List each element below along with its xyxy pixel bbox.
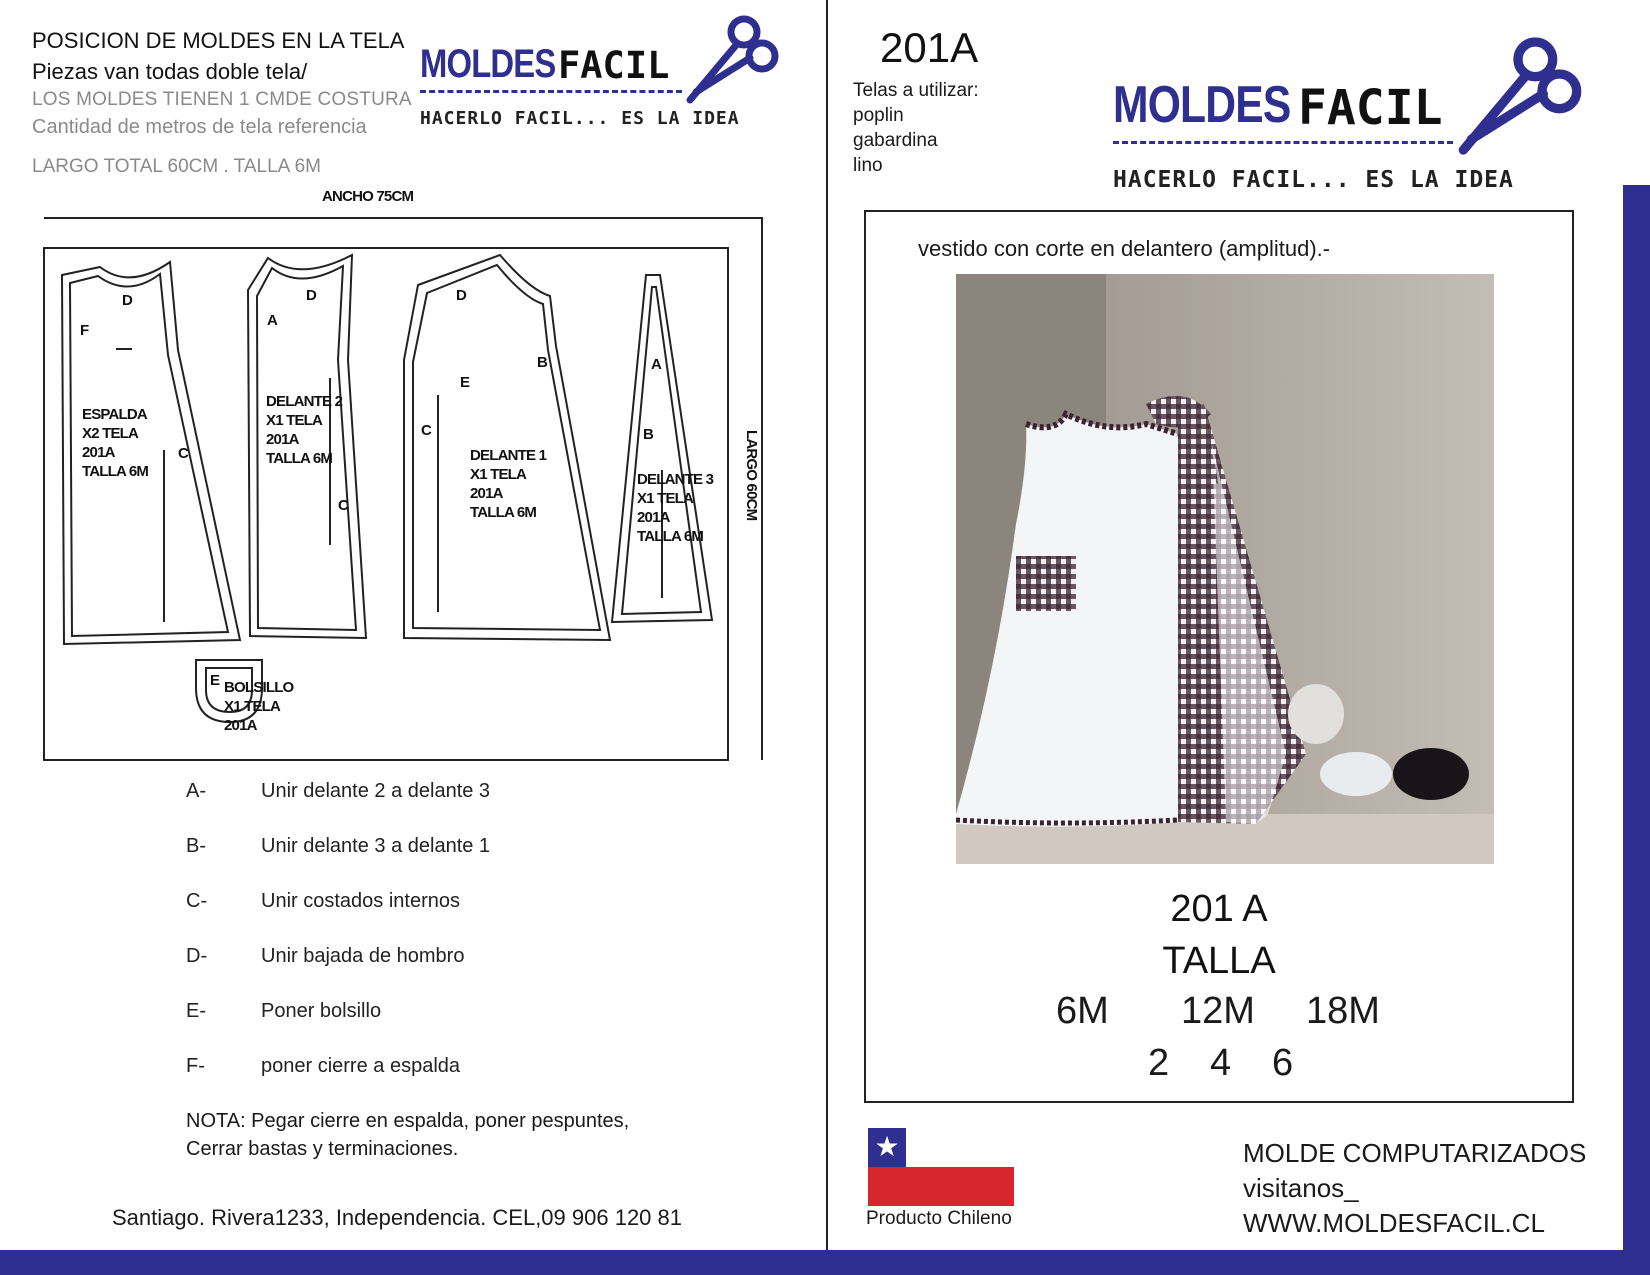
size-title: TALLA — [1162, 940, 1276, 982]
logo-brand: MOLDES — [420, 42, 556, 86]
fabrics-title: Telas a utilizar: — [853, 80, 979, 101]
label-delante2 — [266, 392, 342, 468]
step-letter: C- — [186, 890, 208, 912]
mark-a-delante2: A — [267, 312, 278, 329]
origin-label: Producto Chileno — [866, 1208, 1012, 1229]
fabric-poplin: poplin — [853, 105, 904, 126]
mark-a-delante3: A — [651, 356, 662, 373]
logo-tagline: HACERLO FACIL... ES LA IDEA — [420, 108, 740, 129]
mark-c-delante1: C — [421, 422, 432, 439]
step-text: Unir costados internos — [261, 890, 460, 912]
label-delante3 — [637, 470, 713, 546]
mark-f-espalda: F — [80, 322, 90, 339]
size-4: 4 — [1210, 1042, 1232, 1084]
espalda-qty: X2 TELA — [82, 425, 139, 442]
layout-subtitle: Piezas van todas doble tela/ — [32, 59, 308, 84]
fabric-inner-rect — [44, 248, 728, 760]
flag-red-band — [868, 1167, 1014, 1206]
logo-brand2: FACIL — [558, 44, 670, 87]
step-d — [186, 945, 686, 971]
bottom-brand-bar — [0, 1250, 1650, 1275]
delante2-code: 201A — [266, 431, 299, 448]
mark-b-delante3: B — [643, 426, 654, 443]
fabric-gabardina: gabardina — [853, 130, 938, 151]
delante1-name: DELANTE 1 — [470, 447, 547, 464]
espalda-size: TALLA 6M — [82, 463, 149, 480]
chile-flag-icon — [868, 1128, 1014, 1206]
step-a — [186, 780, 686, 806]
size-18m: 18M — [1306, 990, 1380, 1032]
delante3-qty: X1 TELA — [637, 490, 694, 507]
step-f — [186, 1055, 686, 1081]
footer-line-1: MOLDE COMPUTARIZADOS — [1243, 1138, 1587, 1168]
step-e — [186, 1000, 686, 1026]
logo-underline — [420, 90, 682, 94]
mark-e-delante1: E — [460, 374, 471, 391]
length-note: LARGO TOTAL 60CM . TALLA 6M — [32, 156, 321, 177]
seam-note: LOS MOLDES TIENEN 1 CMDE COSTURA — [32, 89, 412, 110]
mark-d-delante2: D — [306, 287, 317, 304]
address: Santiago. Rivera1233, Independencia. CEL,09 906 120 81 — [112, 1205, 682, 1230]
sizes-months — [1056, 990, 1416, 1036]
logo-underline — [1113, 141, 1453, 145]
mark-e-bolsillo: E — [210, 672, 221, 689]
size-6m: 6M — [1056, 990, 1109, 1032]
mark-c-delante2: C — [338, 497, 349, 514]
bolsillo-qty: X1 TELA — [224, 698, 281, 715]
bolsillo-code: 201A — [224, 717, 257, 734]
right-brand-bar — [1623, 185, 1650, 1275]
delante3-size: TALLA 6M — [637, 528, 704, 545]
model-code: 201 A — [1170, 888, 1268, 930]
bolsillo-name: BOLSILLO — [224, 679, 294, 696]
label-bolsillo — [224, 678, 293, 735]
step-letter: E- — [186, 1000, 206, 1022]
size-6: 6 — [1272, 1042, 1294, 1084]
mark-d-espalda: D — [122, 292, 133, 309]
logo-brand2: FACIL — [1298, 80, 1443, 136]
scissors-icon — [682, 10, 792, 115]
delante3-code: 201A — [637, 509, 670, 526]
brand-logo-right — [1113, 75, 1613, 200]
fabric-note: Cantidad de metros de tela referencia — [32, 116, 367, 138]
scissors-icon — [1451, 30, 1601, 170]
step-c — [186, 890, 686, 916]
delante3-name: DELANTE 3 — [637, 471, 714, 488]
assembly-steps — [186, 780, 686, 1080]
step-text: Poner bolsillo — [261, 1000, 382, 1022]
page-divider — [826, 0, 828, 1275]
delante2-size: TALLA 6M — [266, 450, 333, 467]
mark-d-delante1: D — [456, 287, 467, 304]
delante1-size: TALLA 6M — [470, 504, 537, 521]
label-delante1 — [470, 446, 546, 522]
pattern-code: 201A — [880, 24, 979, 71]
sizes-years — [1148, 1042, 1328, 1088]
espalda-code: 201A — [82, 444, 115, 461]
product-description: vestido con corte en delantero (amplitud).- — [918, 236, 1331, 261]
step-letter: F- — [186, 1055, 205, 1077]
step-text: poner cierre a espalda — [261, 1055, 461, 1077]
step-text: Unir bajada de hombro — [261, 945, 465, 967]
delante1-qty: X1 TELA — [470, 466, 527, 483]
nota-line-1: NOTA: Pegar cierre en espalda, poner pespuntes, — [186, 1110, 630, 1132]
step-letter: A- — [186, 780, 206, 802]
logo-brand: MOLDES — [1113, 76, 1291, 134]
layout-title: POSICION DE MOLDES EN LA TELA — [32, 28, 405, 53]
website-link[interactable]: WWW.MOLDESFACIL.CL — [1243, 1208, 1545, 1238]
step-letter: B- — [186, 835, 206, 857]
dress-illustration — [956, 274, 1494, 864]
mark-b-delante1: B — [537, 354, 548, 371]
length-label: LARGO 60CM — [743, 430, 760, 521]
label-espalda — [82, 405, 148, 481]
delante2-qty: X1 TELA — [266, 412, 323, 429]
step-text: Unir delante 2 a delante 3 — [261, 780, 491, 802]
delante2-name: DELANTE 2 — [266, 393, 343, 410]
star-icon: ★ — [874, 1130, 900, 1163]
step-b — [186, 835, 686, 861]
delante1-code: 201A — [470, 485, 503, 502]
mark-c-espalda: C — [178, 445, 189, 462]
dress-photo — [956, 274, 1494, 864]
size-2: 2 — [1148, 1042, 1170, 1084]
logo-tagline: HACERLO FACIL... ES LA IDEA — [1113, 167, 1514, 193]
width-label: ANCHO 75CM — [322, 188, 414, 205]
step-letter: D- — [186, 945, 208, 967]
piece-delante3 — [612, 275, 712, 622]
size-12m: 12M — [1181, 990, 1255, 1032]
espalda-name: ESPALDA — [82, 406, 147, 423]
brand-logo-left — [420, 40, 810, 135]
footer-line-2: visitanos_ — [1243, 1173, 1359, 1203]
fabric-lino: lino — [853, 155, 883, 176]
step-text: Unir delante 3 a delante 1 — [261, 835, 491, 857]
nota-line-2: Cerrar bastas y terminaciones. — [186, 1138, 459, 1160]
